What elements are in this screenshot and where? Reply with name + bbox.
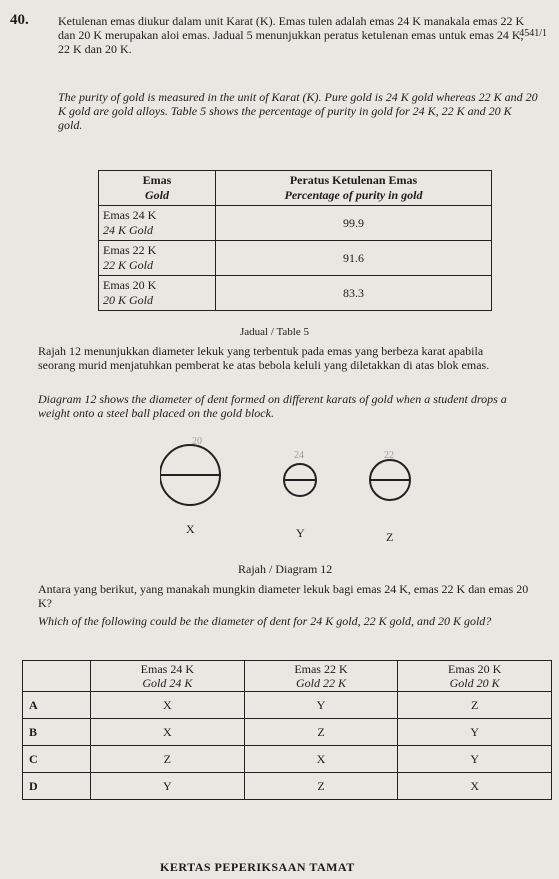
diagram-caption: Rajah / Diagram 12 (238, 562, 333, 576)
option-row-d[interactable]: D Y Z X (23, 773, 552, 800)
label-z: Z (386, 530, 394, 544)
question-number: 40. (10, 12, 29, 28)
answer-header-22k: Emas 22 K Gold 22 K (244, 661, 398, 692)
handwritten-z: 22 (384, 450, 394, 461)
option-row-b[interactable]: B X Z Y (23, 719, 552, 746)
dent-circles (160, 440, 460, 560)
english-intro: The purity of gold is measured in the unit of Karat (K). Pure gold is 24 K gold whereas 22 K and 20 K gold are gold alloys. Table 5 shows the percentage of purity in gold for 24 K, 22 K and 20 K gold. (58, 90, 538, 132)
table-5 (98, 170, 492, 311)
answer-table (22, 660, 552, 800)
table-row: Emas 22 K 22 K Gold 91.6 (99, 241, 492, 276)
table-caption: Jadual / Table 5 (240, 326, 309, 338)
diagram-intro-malay: Rajah 12 menunjukkan diameter lekuk yang terbentuk pada emas yang berbeza karat apabila seorang murid menjatuhkan pemberat ke atas bebola keluli yang diletakkan di atas blok emas. (38, 344, 490, 372)
table5-header-purity: Peratus Ketulenan Emas Percentage of purity in gold (216, 171, 492, 206)
table5-header-gold: Emas Gold (99, 171, 216, 206)
malay-intro: Ketulenan emas diukur dalam unit Karat (K). Emas tulen adalah emas 24 K manakala emas 22 K dan 20 K merupakan aloi emas. Jadual 5 menunjukkan peratus ketulenan emas untuk emas 24 K, 22 K dan 20 K. (58, 14, 525, 56)
label-y: Y (296, 526, 305, 540)
table-row: Emas 24 K 24 K Gold 99.9 (99, 206, 492, 241)
answer-header-20k: Emas 20 K Gold 20 K (398, 661, 552, 692)
prompt-english: Which of the following could be the diameter of dent for 24 K gold, 22 K gold, and 20 K gold? (38, 614, 492, 628)
option-row-a[interactable]: A X Y Z (23, 692, 552, 719)
diagram-intro-english: Diagram 12 shows the diameter of dent formed on different karats of gold when a student drops a weight onto a steel ball placed on the gold block. (38, 392, 507, 420)
label-x: X (186, 522, 195, 536)
handwritten-x: 20 (192, 436, 202, 447)
handwritten-y: 24 (294, 450, 304, 461)
option-row-c[interactable]: C Z X Y (23, 746, 552, 773)
answer-header-24k: Emas 24 K Gold 24 K (91, 661, 245, 692)
prompt-malay: Antara yang berikut, yang manakah mungkin diameter lekuk bagi emas 24 K, emas 22 K dan emas 20 K? (38, 582, 529, 610)
diagram-12 (160, 436, 460, 560)
table-row: Emas 20 K 20 K Gold 83.3 (99, 276, 492, 311)
page-code: 4541/1 (519, 28, 547, 39)
paper-end-footer: KERTAS PEPERIKSAAN TAMAT (160, 860, 355, 874)
